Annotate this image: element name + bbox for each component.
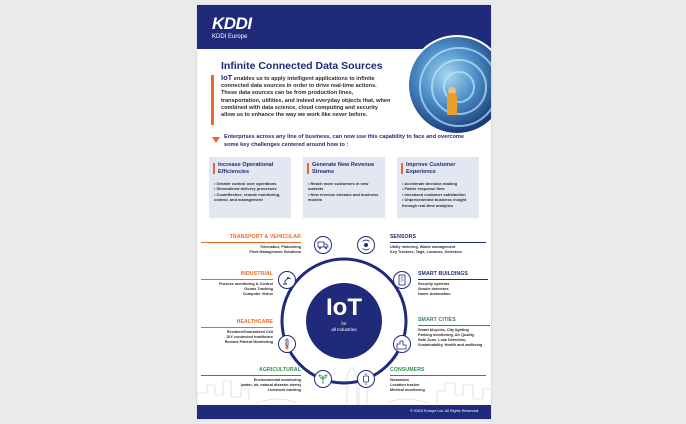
card-efficiencies — [209, 157, 291, 218]
brochure-page — [197, 5, 491, 419]
sector-item: Process monitoring & Control — [218, 282, 273, 286]
sector-item: Medical monitoring — [390, 388, 425, 392]
intro-lead: IoT — [221, 73, 233, 82]
sector-title: INDUSTRIAL — [240, 271, 273, 277]
sector-item: Home Automation — [418, 292, 451, 296]
orange-arrow-icon — [212, 137, 220, 143]
building-icon — [393, 271, 411, 289]
list-item: • Greater control over operations — [214, 181, 288, 186]
logo-subtitle: KDDI Europe — [212, 34, 248, 40]
sector-item: Fleet Management Solutions — [249, 250, 301, 254]
hub-title: IoT — [326, 294, 362, 321]
footer-band — [197, 405, 491, 419]
card-title: Increase Operational Efficiencies — [218, 162, 274, 175]
sector-title: CONSUMERS — [390, 367, 425, 373]
list-item: • Increased customer satisfaction — [402, 192, 476, 197]
sector-item: Telematics, Platooning — [259, 245, 301, 249]
sector-item: Utility metering, Waste management — [390, 245, 456, 249]
sector-agricultural — [201, 367, 301, 393]
sector-item: (water, air, natural disaster alerts) — [240, 383, 301, 387]
copyright: © KDDI Europe Ltd. All Rights Reserved. — [410, 409, 479, 413]
hub-line2: all Industries — [331, 326, 357, 332]
list-item: • Unprecedented business insight through real-time analytics — [402, 197, 476, 208]
sector-item: Location tracker — [390, 383, 420, 387]
sector-sensors — [390, 234, 486, 255]
sector-title: TRANSPORT & VEHICULAR — [229, 234, 301, 240]
sensor-icon — [357, 236, 375, 254]
sector-title: HEALTHCARE — [236, 319, 273, 325]
sector-item: Safe Zone, Leak Detection, — [418, 338, 467, 342]
sector-industrial — [201, 271, 273, 297]
list-item: • Accelerate decision making — [402, 181, 476, 186]
iot-diagram — [197, 225, 491, 405]
robot-arm-icon — [278, 271, 296, 289]
page-title: Infinite Connected Data Sources — [221, 60, 383, 72]
sector-item: Livestock tracking — [267, 388, 301, 392]
sector-title: AGRICULTURAL — [258, 367, 301, 373]
sector-buildings — [418, 271, 488, 297]
lead-text: Enterprises across any line of business, can now use this capability to face and overcome some key challenges centered around how to : — [224, 134, 464, 148]
sector-item: Remote Patient Monitoring — [224, 340, 273, 344]
sector-title: SENSORS — [390, 234, 417, 240]
kddi-logo: KDDI — [212, 14, 252, 33]
sector-item: Key Trackers, Tags, Locators, Detectors — [390, 250, 463, 254]
intro-paragraph — [221, 74, 391, 119]
list-item: • Streamlined delivery processes — [214, 186, 288, 191]
sector-item: Computer Vision — [242, 292, 273, 296]
list-item: • Reach more customers in new markets — [308, 181, 382, 192]
card-title: Improve Customer Experience — [406, 162, 456, 175]
sector-cities — [418, 317, 490, 348]
sector-item: Security systems — [418, 282, 450, 286]
city-icon — [393, 335, 411, 353]
sector-item: Smoke detectors — [418, 287, 449, 291]
sector-item: Smart bicycles, City lighting — [418, 328, 469, 332]
sector-item: Sustainability, Health and wellbeing — [418, 343, 483, 347]
iot-hub — [306, 283, 382, 359]
sector-transport — [201, 234, 301, 255]
sector-title: SMART CITIES — [418, 317, 456, 323]
list-item: • Faster response time — [402, 186, 476, 191]
thermometer-icon — [278, 335, 296, 353]
sector-title: SMART BUILDINGS — [418, 271, 468, 277]
card-title: Generate New Revenue Streams — [312, 162, 375, 175]
intro-text: enables us to apply intelligent applications to infinite connected data sources in order to drive real-time actions. These data sources can be from production lines, transportation, utilities, and indeed everyday objects that, when combined with data science, cloud computing and security allow us to enhance the way we work like never before. — [221, 76, 391, 119]
sector-item: Goods Tracking — [244, 287, 273, 291]
card-experience — [397, 157, 479, 218]
sector-item: Wearables — [390, 378, 409, 382]
sector-healthcare — [201, 319, 273, 345]
hero-photo — [407, 35, 491, 135]
list-item: • Costeffective, remote monitoring, control, and management — [214, 192, 288, 203]
truck-icon — [314, 236, 332, 254]
hub-line1: for — [341, 321, 347, 326]
card-revenue — [303, 157, 385, 218]
sector-consumers — [390, 367, 486, 393]
accent-bar — [211, 75, 214, 125]
list-item: • New revenue streams and business models — [308, 192, 382, 203]
plant-icon — [314, 370, 332, 388]
wearable-icon — [357, 370, 375, 388]
sector-item: Parking monitoring, Air Quality, — [418, 333, 475, 337]
sector-item: DIY connected healthcare — [226, 335, 273, 339]
sector-item: Resident/Guaranteed Cell — [226, 330, 273, 334]
sector-item: Environmental monitoring — [253, 378, 301, 382]
